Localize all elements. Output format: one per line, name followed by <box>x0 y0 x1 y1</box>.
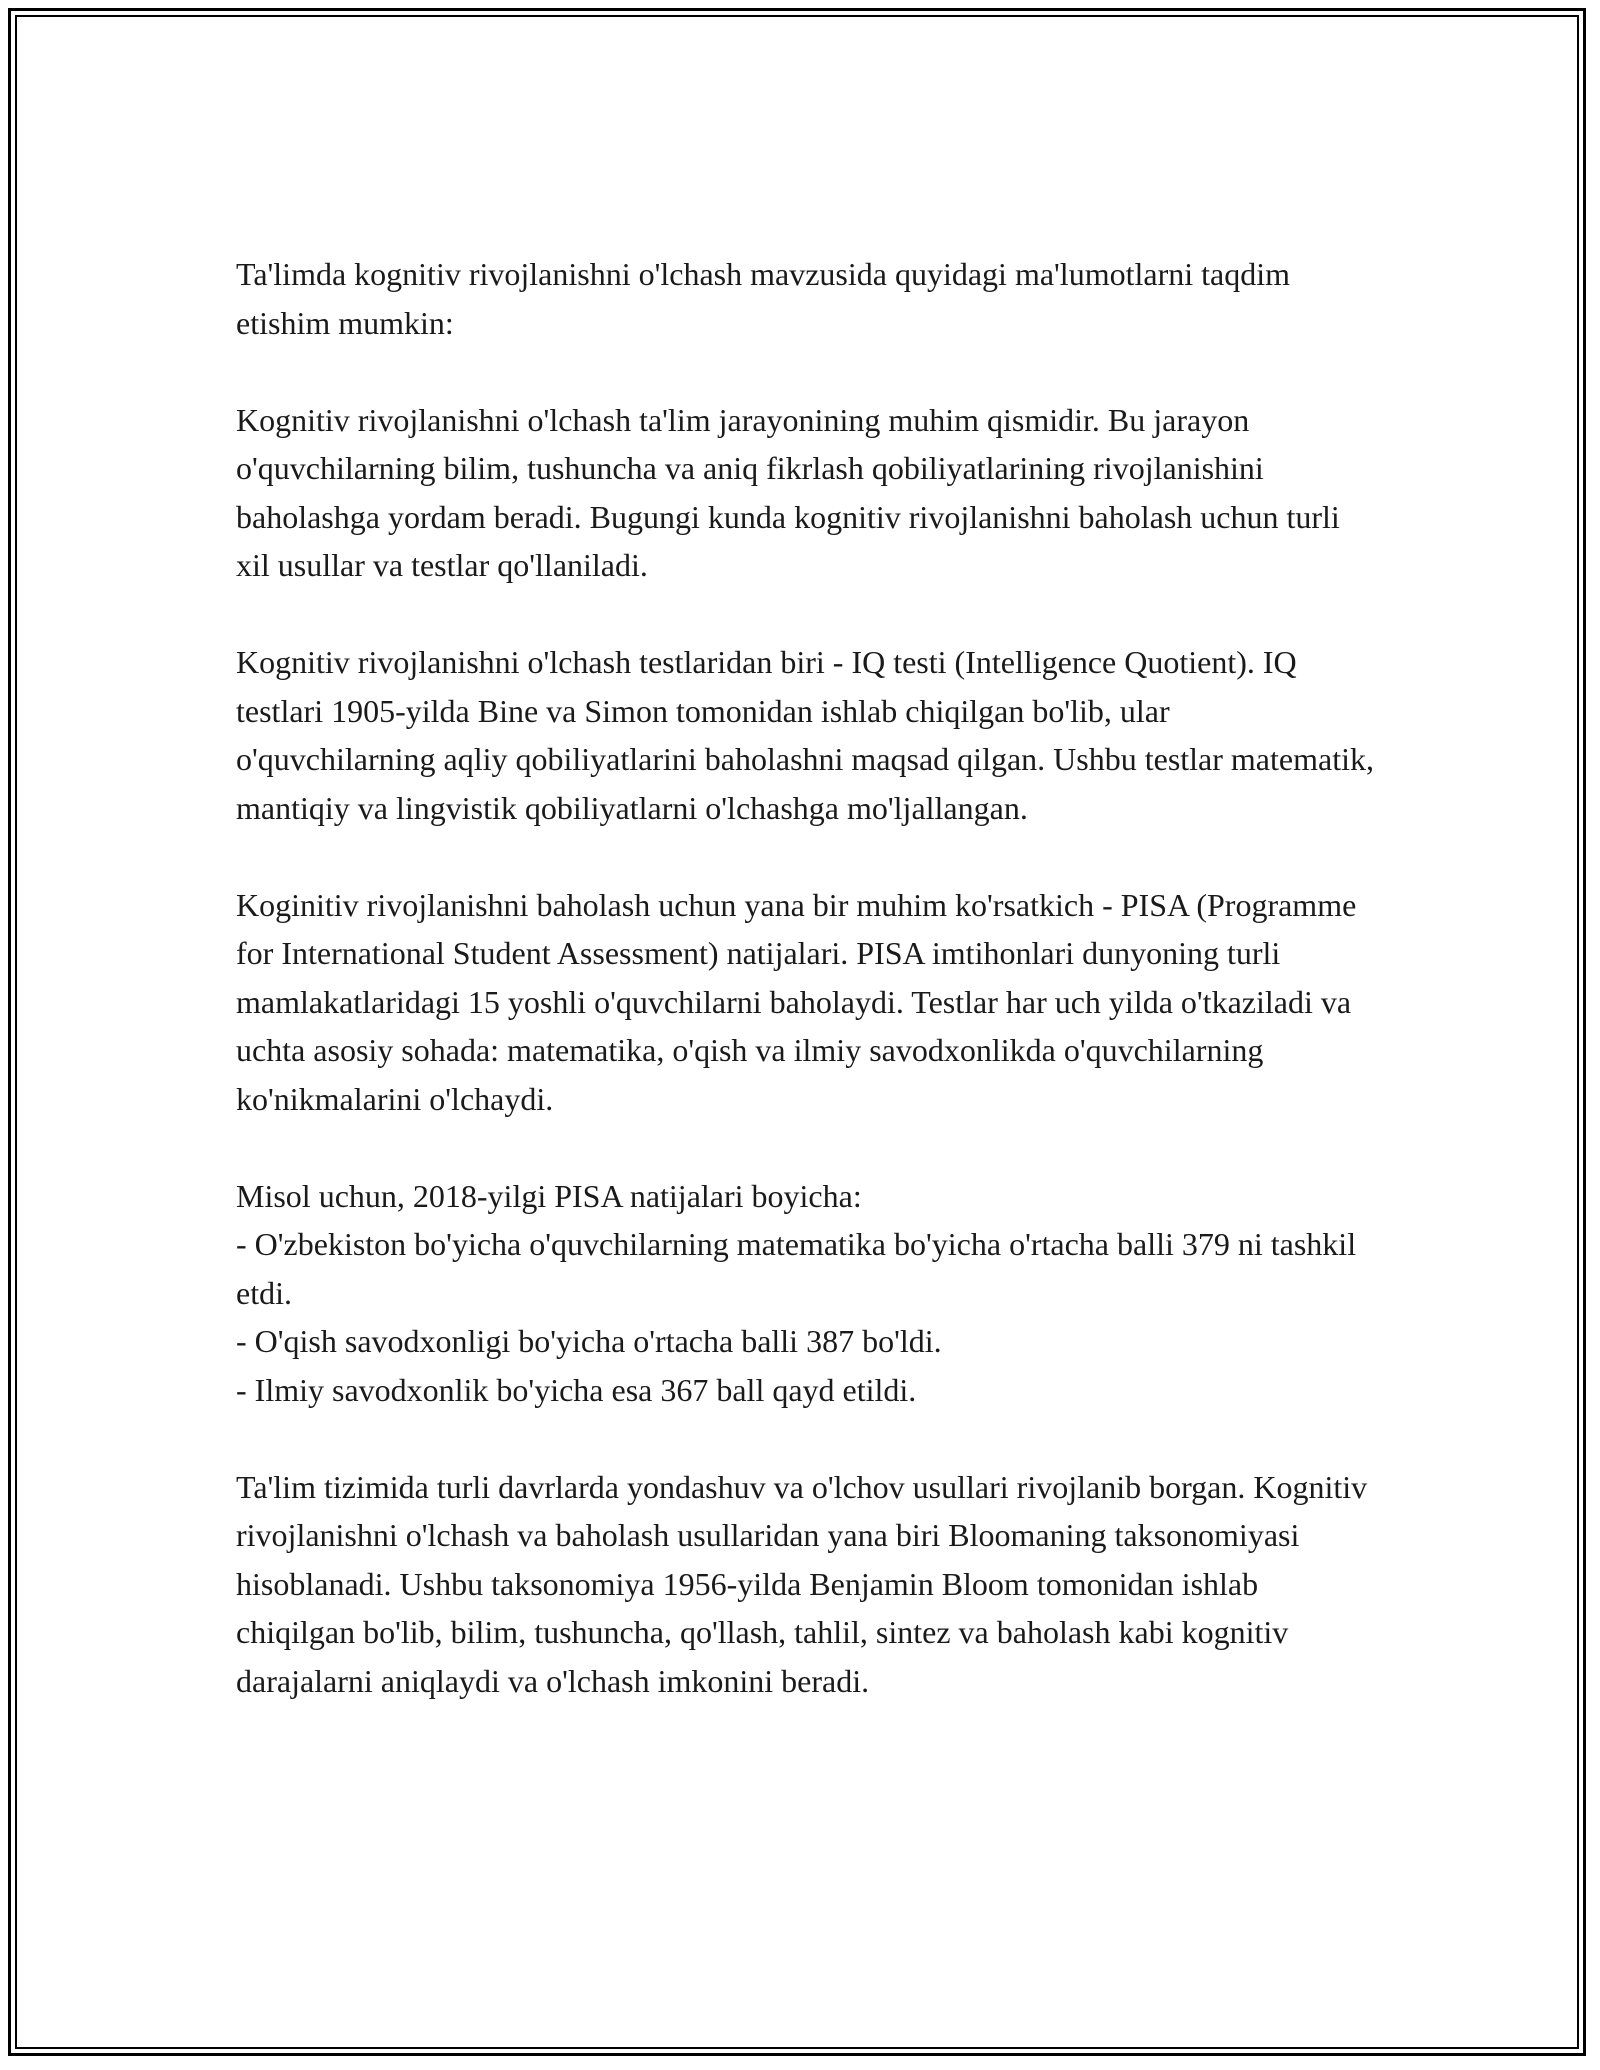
bloom-taxonomy-paragraph: Ta'lim tizimida turli davrlarda yondashuv va o'lchov usullari rivojlanib borgan. Kognitiv rivojlanishni o'lchash va baholash usullaridan yana biri Bloomaning taksonomiyasi hisoblanadi. Ushbu taksonomiya 1956-yilda Benjamin Bloom tomonidan ishlab chiqilgan bo'lib, bilim, tushuncha, qo'llash, tahlil, sintez va baholash kabi kognitiv darajalarni aniqlaydi va o'lchash imkonini beradi. <box>236 1468 1368 1699</box>
pisa-results-intro: Misol uchun, 2018-yilgi PISA natijalari boyicha: <box>236 1177 862 1214</box>
intro-paragraph: Ta'limda kognitiv rivojlanishni o'lchash mavzusida quyidagi ma'lumotlarni taqdim etishim mumkin: <box>236 256 1290 341</box>
pisa-result-science: - Ilmiy savodxonlik bo'yicha esa 367 ball qayd etildi. <box>236 1371 917 1408</box>
document-body <box>236 250 1376 1754</box>
pisa-result-math: - O'zbekiston bo'yicha o'quvchilarning matematika bo'yicha o'rtacha balli 379 ni tashkil etdi. <box>236 1226 1357 1311</box>
pisa-result-reading: - O'qish savodxonligi bo'yicha o'rtacha balli 387 bo'ldi. <box>236 1323 942 1359</box>
iq-test-paragraph: Kognitiv rivojlanishni o'lchash testlaridan biri - IQ testi (Intelligence Quotient). IQ testlari 1905-yilda Bine va Simon tomonidan ishlab chiqilgan bo'lib, ular o'quvchilarning aqliy qobiliyatlarini baholashni maqsad qilgan. Ushbu testlar matematik, mantiqiy va lingvistik qobiliyatlarni o'lchashga mo'ljallangan. <box>236 644 1374 826</box>
pisa-paragraph: Koginitiv rivojlanishni baholash uchun yana bir muhim ko'rsatkich - PISA (Programme for International Student Assessment) natijalari. PISA imtihonlari dunyoning turli mamlakatlaridagi 15 yoshli o'quvchilarni baholaydi. Testlar har uch yilda o'tkaziladi va uchta asosiy sohada: matematika, o'qish va ilmiy savodxonlikda o'quvchilarning ko'nikmalarini o'lchaydi. <box>236 886 1357 1117</box>
pisa-results-block <box>236 1172 1376 1415</box>
overview-paragraph: Kognitiv rivojlanishni o'lchash ta'lim jarayonining muhim qismidir. Bu jarayon o'quvchilarning bilim, tushuncha va aniq fikrlash qobiliyatlarining rivojlanishini baholashga yordam beradi. Bugungi kunda kognitiv rivojlanishni baholash uchun turli xil usullar va testlar qo'llaniladi. <box>236 401 1340 583</box>
